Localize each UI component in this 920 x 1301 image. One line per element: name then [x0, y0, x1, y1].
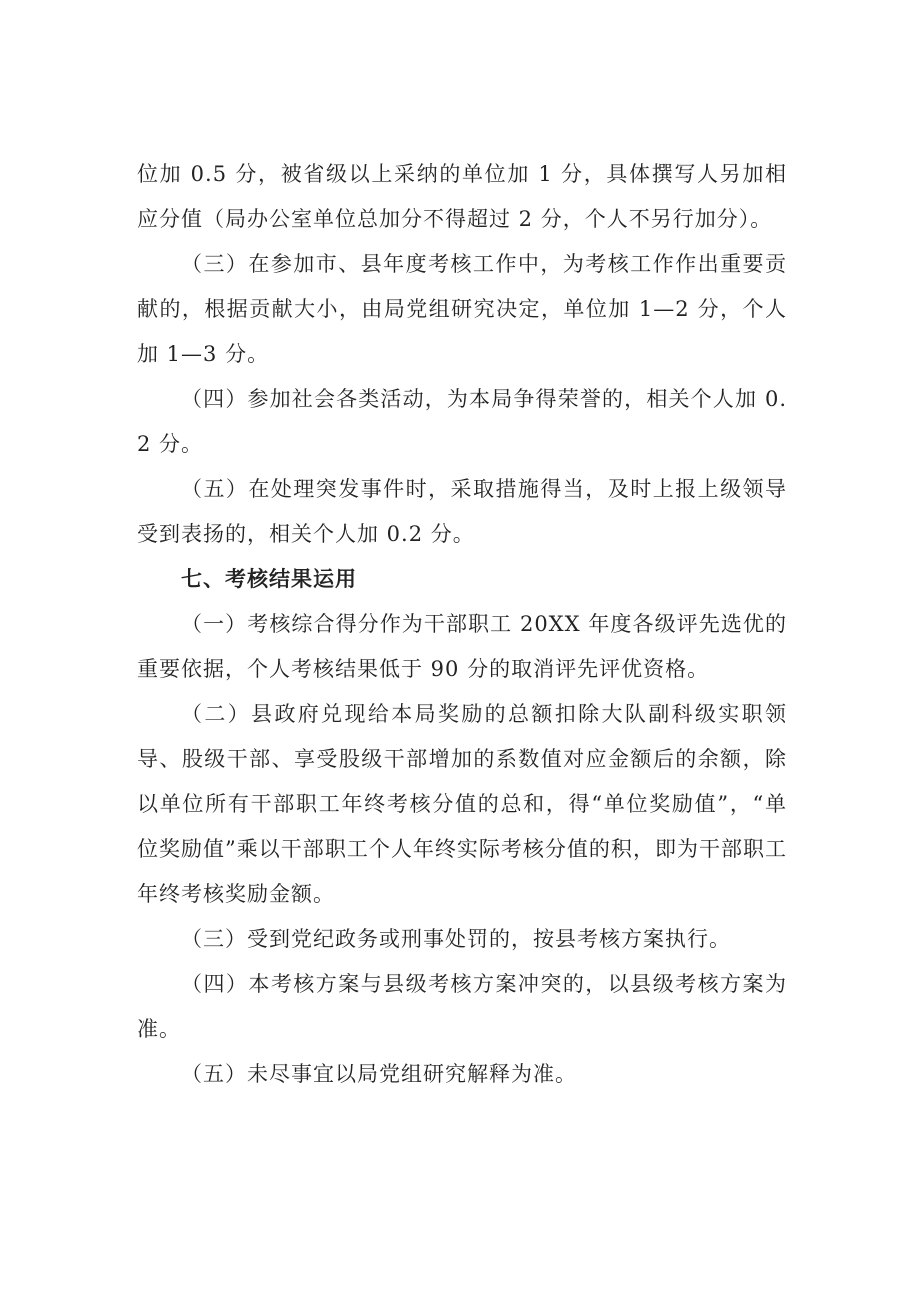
section-paragraph-1: （一）考核综合得分作为干部职工 20XX 年度各级评先选优的重要依据，个人考核结果低于 90 分的取消评先评优资格。: [137, 612, 787, 681]
section-paragraph-3: （三）受到党纪政务或刑事处罚的，按县考核方案执行。: [181, 927, 731, 951]
section-heading: 七、考核结果运用: [181, 567, 357, 591]
paragraph-continuation: 位加 0.5 分，被省级以上采纳的单位加 1 分，具体撰写人另加相应分值（局办公室单位总加分不得超过 2 分，个人不另行加分）。: [137, 162, 787, 231]
paragraph-item-4: （四）参加社会各类活动，为本局争得荣誉的，相关个人加 0.2 分。: [137, 387, 787, 456]
section-paragraph-2: （二）县政府兑现给本局奖励的总额扣除大队副科级实职领导、股级干部、享受股级干部增加的系数值对应金额后的余额，除以单位所有干部职工年终考核分值的总和，得“单位奖励值”，“单位奖励值”乘以干部职工个人年终实际考核分值的积，即为干部职工年终考核奖励金额。: [137, 702, 787, 906]
section-paragraph-5: （五）未尽事宜以局党组研究解释为准。: [181, 1062, 577, 1086]
paragraph-item-5: （五）在处理突发事件时，采取措施得当，及时上报上级领导受到表扬的，相关个人加 0.2 分。: [137, 477, 787, 546]
section-paragraph-4: （四）本考核方案与县级考核方案冲突的，以县级考核方案为准。: [137, 972, 787, 1041]
document-body: [137, 152, 787, 1097]
paragraph-item-3: （三）在参加市、县年度考核工作中，为考核工作作出重要贡献的，根据贡献大小，由局党组研究决定，单位加 1—2 分，个人加 1—3 分。: [137, 252, 787, 366]
